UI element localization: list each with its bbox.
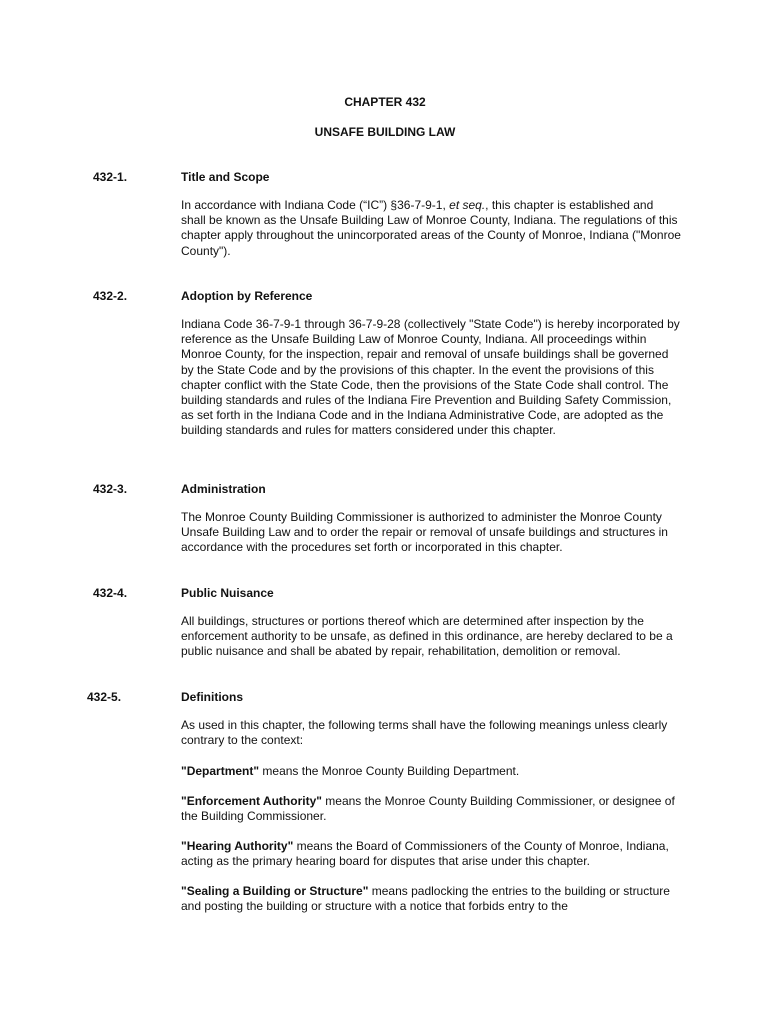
section-title: Public Nuisance xyxy=(181,586,274,600)
section-title: Definitions xyxy=(181,690,243,704)
section-title: Administration xyxy=(181,482,266,496)
body-text: , this chapter is established and shall be known as the Unsafe Building Law of Monroe County, Indiana. The regulations of this chapter apply throughout the unincorporated areas of the County of Monroe, Indiana ("Monroe County"). xyxy=(181,198,681,258)
body-text: In accordance with Indiana Code (“IC”) §36-7-9-1, xyxy=(181,198,450,212)
definition-item xyxy=(181,839,681,869)
definition-text: means the Board of Commissioners of the County of Monroe, Indiana, acting as the primary hearing board for disputes that arise under this chapter. xyxy=(181,839,669,869)
section-number: 432-2. xyxy=(93,289,128,303)
section-body: Indiana Code 36-7-9-1 through 36-7-9-28 (collectively "State Code") is hereby incorporated by reference as the Unsafe Building Law of Monroe County, Indiana. All proceedings within Monroe County, for the inspection, repair and removal of unsafe buildings shall be governed by the State Code and by the provisions of this chapter. In the event the provisions of this chapter conflict with the State Code, then the provisions of the State Code shall control. The building standards and rules of the Indiana Fire Prevention and Building Safety Commission, as set forth in the Indiana Code and in the Indiana Administrative Code, are adopted as the building standards and rules for matters considered under this chapter. xyxy=(181,317,680,438)
section-body: The Monroe County Building Commissioner is authorized to administer the Monroe County Unsafe Building Law and to order the repair or removal of unsafe buildings and structures in accordance with the procedures set forth or incorporated in this chapter. xyxy=(181,510,668,555)
section-number: 432-3. xyxy=(93,482,128,496)
section-number: 432-5. xyxy=(87,690,122,704)
definition-term: "Enforcement Authority" xyxy=(181,794,322,808)
definition-item xyxy=(181,794,681,824)
section-title: Adoption by Reference xyxy=(181,289,313,303)
section-title: Title and Scope xyxy=(181,170,270,184)
section-number: 432-1. xyxy=(93,170,128,184)
definition-text: means the Monroe County Building Department. xyxy=(259,764,520,778)
section-number: 432-4. xyxy=(93,586,128,600)
definition-term: "Sealing a Building or Structure" xyxy=(181,884,369,898)
definition-item xyxy=(181,884,681,914)
section-body xyxy=(181,198,681,259)
italic-term: et seq. xyxy=(449,198,486,212)
chapter-title: UNSAFE BUILDING LAW xyxy=(314,125,456,139)
definition-item xyxy=(181,764,681,779)
definition-text: means padlocking the entries to the building or structure and posting the building or structure with a notice that forbids entry to the xyxy=(181,884,670,914)
chapter-number: CHAPTER 432 xyxy=(344,95,426,109)
section-body: All buildings, structures or portions thereof which are determined after inspection by the enforcement authority to be unsafe, as defined in this ordinance, are hereby declared to be a public nuisance and shall be abated by repair, rehabilitation, demolition or removal. xyxy=(181,614,673,659)
section-body: As used in this chapter, the following terms shall have the following meanings unless clearly contrary to the context: xyxy=(181,718,668,748)
definition-term: "Department" xyxy=(181,764,260,778)
definition-term: "Hearing Authority" xyxy=(181,839,294,853)
definition-text: means the Monroe County Building Commissioner, or designee of the Building Commissioner. xyxy=(181,794,675,824)
